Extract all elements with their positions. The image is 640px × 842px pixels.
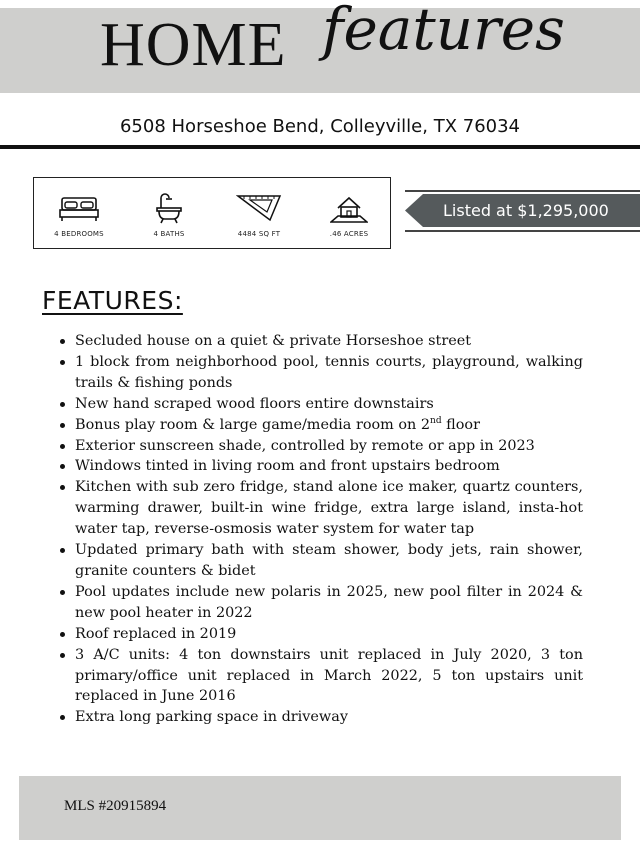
divider-rule: [0, 145, 640, 149]
list-price: Listed at $1,295,000: [443, 201, 609, 220]
mls-number: MLS #20915894: [64, 798, 167, 814]
feature-item: New hand scraped wood floors entire downstairs: [75, 394, 583, 415]
bathtub-icon: [155, 192, 183, 224]
stat-label: 4 BEDROOMS: [54, 230, 104, 238]
stat-sqft: [214, 178, 304, 248]
bed-icon: [59, 196, 99, 222]
title-features-script: features: [322, 0, 565, 63]
feature-item: Windows tinted in living room and front upstairs bedroom: [75, 456, 583, 477]
stat-bedrooms: [34, 178, 124, 248]
stats-box: [33, 177, 391, 249]
feature-item: [75, 415, 583, 436]
feature-item: Kitchen with sub zero fridge, stand alone ice maker, quartz counters, warming drawer, built-in wine fridge, extra large island, insta-hot water tap, reverse-osmosis water system for water tap: [75, 477, 583, 540]
footer-band: [19, 776, 621, 840]
feature-item: Exterior sunscreen shade, controlled by remote or app in 2023: [75, 436, 583, 457]
feature-text: Bonus play room & large game/media room on 2: [75, 416, 431, 433]
title-home: HOME: [100, 11, 287, 79]
price-tag: [405, 190, 640, 232]
property-address: 6508 Horseshoe Bend, Colleyville, TX 76034: [119, 116, 521, 137]
feature-item: Roof replaced in 2019: [75, 624, 583, 645]
feature-item: Secluded house on a quiet & private Horseshoe street: [75, 331, 583, 352]
feature-list: [75, 331, 583, 728]
feature-item: 1 block from neighborhood pool, tennis courts, playground, walking trails & fishing ponds: [75, 352, 583, 394]
stat-acres: [304, 178, 394, 248]
feature-item: Updated primary bath with steam shower, body jets, rain shower, granite counters & bidet: [75, 540, 583, 582]
feature-item: Pool updates include new polaris in 2025, new pool filter in 2024 & new pool heater in 2022: [75, 582, 583, 624]
stat-baths: [124, 178, 214, 248]
stat-label: 4484 SQ FT: [237, 230, 281, 238]
stat-label: .46 ACRES: [329, 230, 369, 238]
price-tag-line: [405, 230, 640, 232]
triangle-ruler-icon: [236, 194, 282, 222]
ordinal-suffix: nd: [430, 415, 442, 426]
feature-text: floor: [441, 416, 480, 433]
house-land-icon: [330, 194, 368, 224]
feature-item: 3 A/C units: 4 ton downstairs unit replaced in July 2020, 3 ton primary/office unit replaced in March 2022, 5 ton upstairs unit replaced in June 2016: [75, 645, 583, 708]
price-tag-line: [405, 190, 640, 192]
stat-label: 4 BATHS: [153, 230, 185, 238]
feature-item: Extra long parking space in driveway: [75, 707, 583, 728]
features-heading: FEATURES:: [42, 286, 183, 315]
